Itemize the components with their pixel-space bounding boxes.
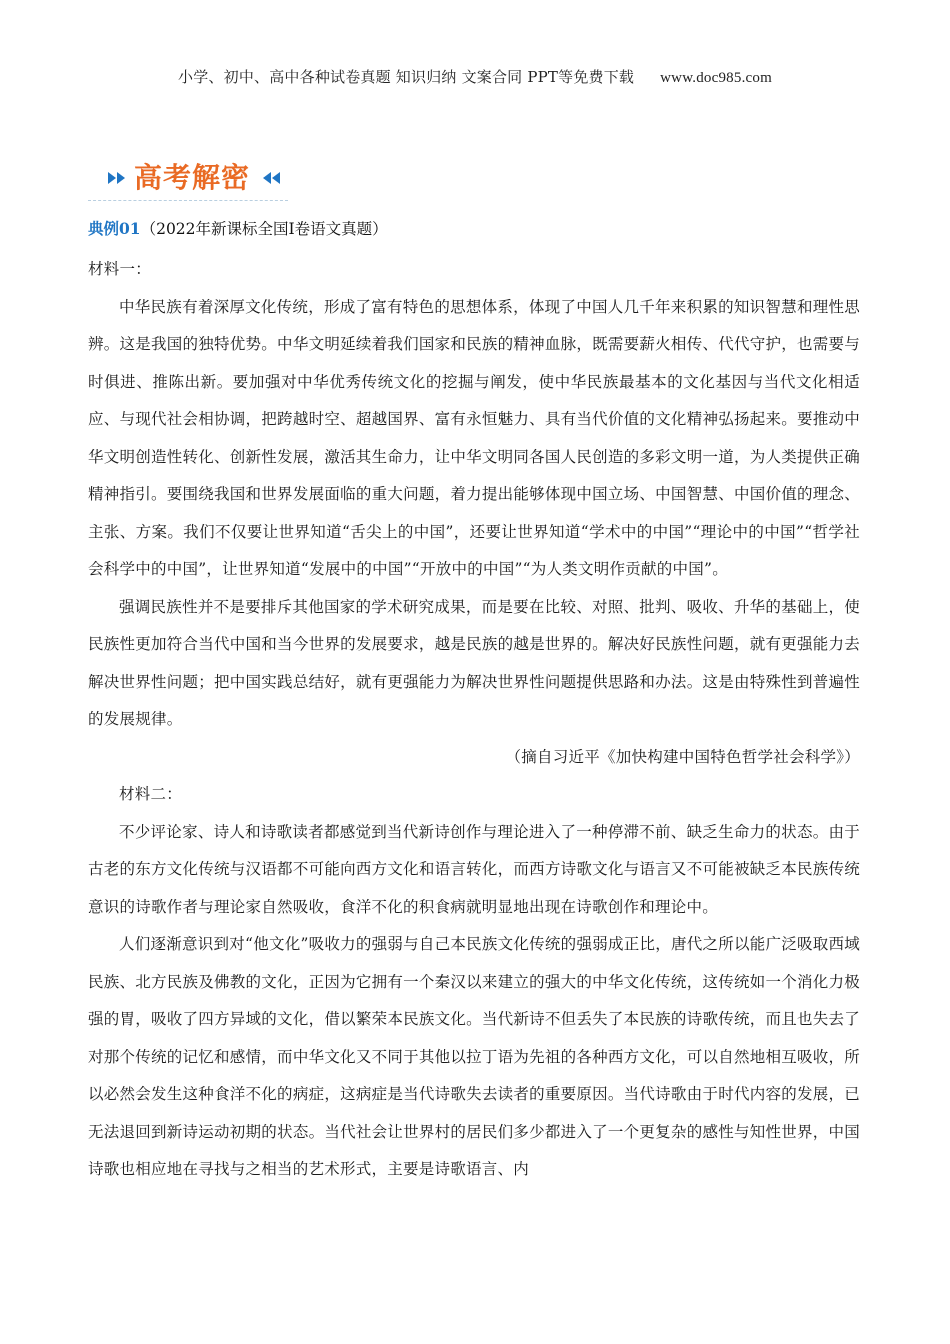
example-source: （2022年新课标全国Ⅰ卷语文真题） [140, 220, 388, 238]
material-1-citation: （摘自习近平《加快构建中国特色哲学社会科学》） [505, 747, 860, 766]
section-banner [100, 158, 290, 200]
material-1-label: 材料一： [88, 260, 152, 278]
double-left-arrow-icon [260, 170, 282, 186]
double-right-arrow-icon [106, 170, 128, 186]
article-body [88, 251, 860, 1189]
example-label: 典例01 [88, 219, 141, 238]
material-2-label: 材料二： [119, 785, 183, 803]
material-2-paragraph: 人们逐渐意识到对“他文化”吸收力的强弱与自己本民族文化传统的强弱成正比，唐代之所以能广泛吸取西域民族、北方民族及佛教的文化，正因为它拥有一个秦汉以来建立的强大的中华文化传统，这传统如一个消化力极强的胃，吸收了四方异域的文化，借以繁荣本民族文化。当代新诗不但丢失了本民族的诗歌传统，而且也失去了对那个传统的记忆和感情，而中华文化又不同于其他以拉丁语为先祖的各种西方文化，可以自然地相互吸收，所以必然会发生这种食洋不化的病症，这病症是当代诗歌失去读者的重要原因。当代诗歌由于时代内容的发展，已无法退回到新诗运动初期的状态。当代社会让世界村的居民们多少都进入了一个更复杂的感性与知性世界，中国诗歌也相应地在寻找与之相当的艺术形式，主要是诗歌语言、内 [88, 935, 860, 1178]
material-1-paragraph: 强调民族性并不是要排斥其他国家的学术研究成果，而是要在比较、对照、批判、吸收、升华的基础上，使民族性更加符合当代中国和当今世界的发展要求，越是民族的越是世界的。解决好民族性问题，就有更强能力去解决世界性问题；把中国实践总结好，就有更强能力为解决世界性问题提供思路和办法。这是由特殊性到普遍性的发展规律。 [88, 597, 860, 728]
material-2-paragraph: 不少评论家、诗人和诗歌读者都感觉到当代新诗创作与理论进入了一种停滞不前、缺乏生命力的状态。由于古老的东方文化传统与汉语都不可能向西方文化和语言转化，而西方诗歌文化与语言又不可能被缺乏本民族传统意识的诗歌作者与理论家自然吸收，食洋不化的积食病就明显地出现在诗歌创作和理论中。 [88, 822, 860, 916]
header-text: 小学、初中、高中各种试卷真题 知识归纳 文案合同 PPT等免费下载 [178, 68, 635, 86]
banner-title: 高考解密 [134, 161, 251, 194]
material-1-paragraph: 中华民族有着深厚文化传统，形成了富有特色的思想体系，体现了中国人几千年来积累的知识智慧和理性思辨。这是我国的独特优势。中华文明延续着我们国家和民族的精神血脉，既需要薪火相传、代代守护，也需要与时俱进、推陈出新。要加强对中华优秀传统文化的挖掘与阐发，使中华民族最基本的文化基因与当代文化相适应、与现代社会相协调，把跨越时空、超越国界、富有永恒魅力、具有当代价值的文化精神弘扬起来。要推动中华文明创造性转化、创新性发展，激活其生命力，让中华文明同各国人民创造的多彩文明一道，为人类提供正确精神指引。要围绕我国和世界发展面临的重大问题，着力提出能够体现中国立场、中国智慧、中国价值的理念、主张、方案。我们不仅要让世界知道“舌尖上的中国”，还要让世界知道“学术中的中国”“理论中的中国”“哲学社会科学中的中国”，让世界知道“发展中的中国”“开放中的中国”“为人类文明作贡献的中国”。 [88, 297, 860, 578]
header-url[interactable]: www.doc985.com [660, 70, 772, 86]
example-heading [88, 217, 388, 239]
banner-divider [88, 200, 288, 201]
page-header [0, 66, 950, 87]
